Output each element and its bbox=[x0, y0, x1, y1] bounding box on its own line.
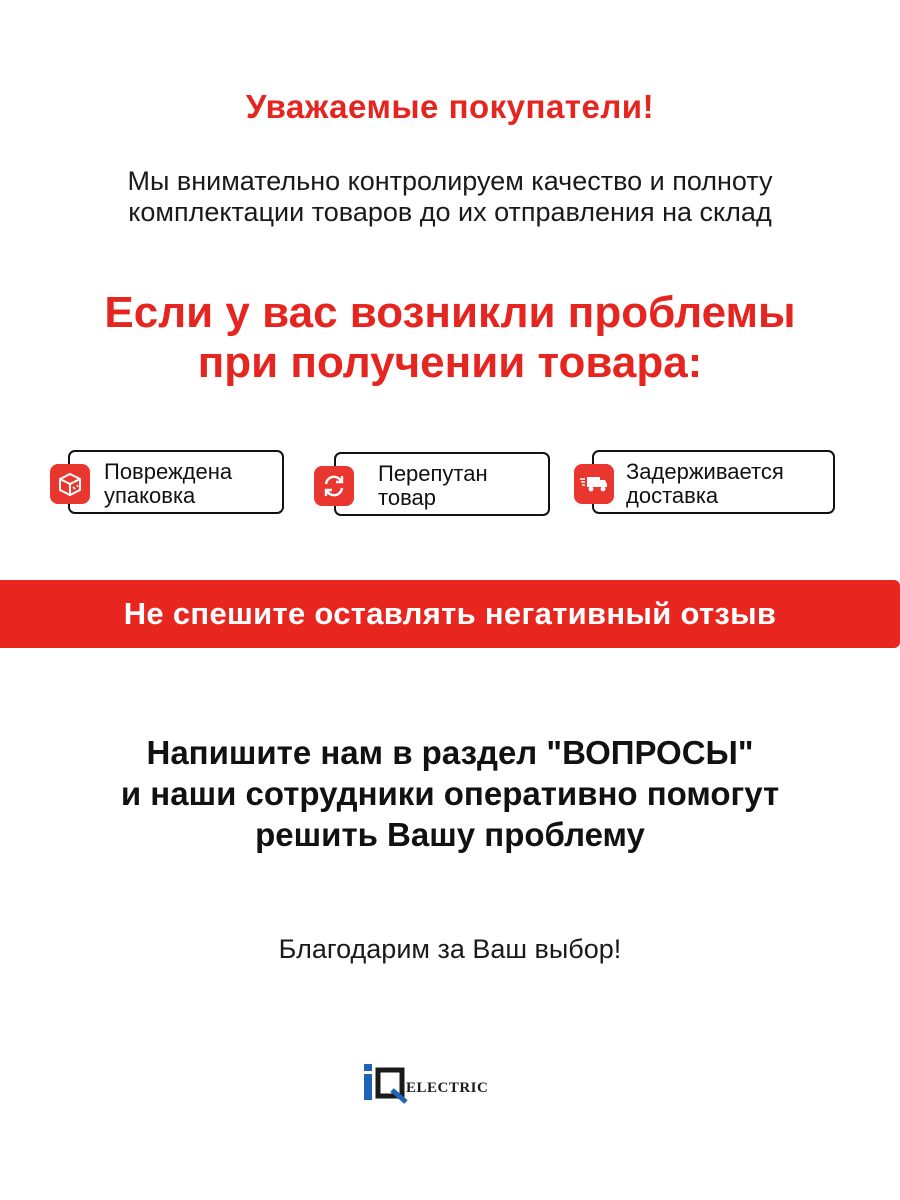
brand-logo-text: ELECTRIC bbox=[406, 1080, 489, 1096]
delivery-truck-icon bbox=[574, 464, 614, 504]
intro-line-1: Мы внимательно контролируем качество и полноту bbox=[127, 166, 773, 196]
contact-line-2: и наши сотрудники оперативно помогут bbox=[120, 775, 780, 812]
issue-card-label bbox=[104, 460, 232, 508]
issue-card-label-line1: Повреждена bbox=[104, 459, 233, 484]
issue-card-label-line1: Задерживается bbox=[626, 459, 784, 484]
issue-card-label-line2: упаковка bbox=[104, 483, 196, 508]
warning-banner: Не спешите оставлять негативный отзыв bbox=[0, 580, 900, 648]
contact-line-1: Напишите нам в раздел "ВОПРОСЫ" bbox=[146, 734, 754, 771]
issue-card-delayed-delivery bbox=[592, 450, 835, 514]
thanks-text: Благодарим за Ваш выбор! bbox=[278, 934, 622, 964]
greeting-heading: Уважаемые покупатели! bbox=[245, 88, 655, 125]
contact-line-3: решить Вашу проблему bbox=[255, 816, 645, 853]
problem-line-2: при получении товара: bbox=[197, 338, 703, 387]
problem-line-1: Если у вас возникли проблемы bbox=[104, 288, 796, 337]
issue-card-label bbox=[378, 462, 488, 510]
contact-instructions bbox=[0, 732, 900, 855]
issue-card-wrong-item bbox=[334, 452, 550, 516]
issue-card-label-line2: доставка bbox=[626, 483, 719, 508]
problem-heading bbox=[0, 288, 900, 388]
swap-arrows-icon bbox=[314, 466, 354, 506]
issue-card-label-line2: товар bbox=[378, 485, 436, 510]
intro-text bbox=[0, 166, 900, 228]
intro-line-2: комплектации товаров до их отправления на склад bbox=[128, 197, 772, 227]
issue-card-label bbox=[626, 460, 784, 508]
damaged-box-icon bbox=[50, 464, 90, 504]
brand-logo bbox=[362, 1060, 532, 1104]
brand-logo-mark bbox=[362, 1060, 412, 1104]
issue-card-label-line1: Перепутан bbox=[378, 461, 488, 486]
issue-card-damaged-packaging bbox=[68, 450, 284, 514]
